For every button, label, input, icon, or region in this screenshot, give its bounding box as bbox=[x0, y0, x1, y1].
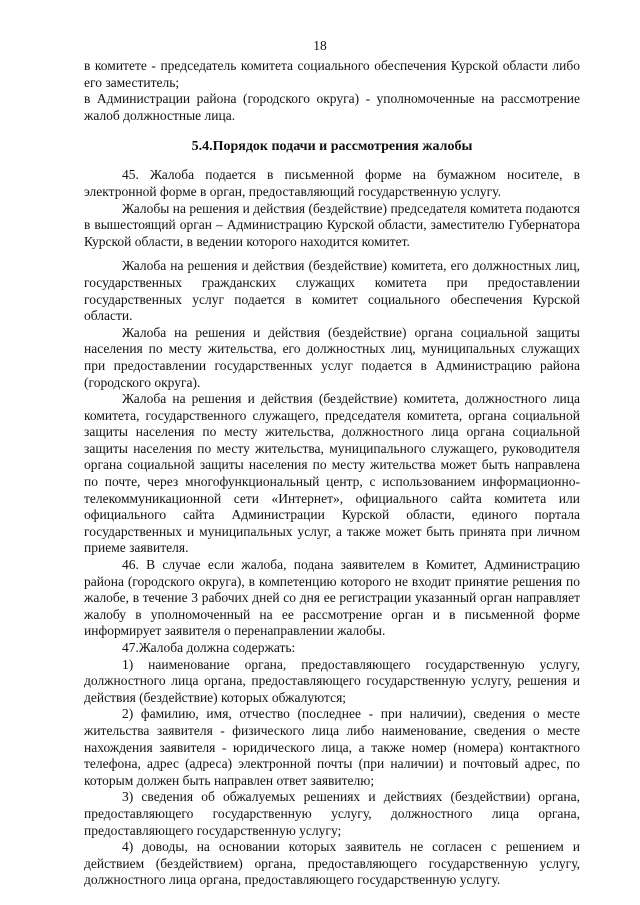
list-item: 1) наименование органа, предоставляющего государственную услугу, должностного лица органа, предоставляющего государственную услугу, решения и действия (бездействие) которых обжалуются; bbox=[84, 656, 580, 705]
paragraph: Жалобы на решения и действия (бездействие) председателя комитета подаются в вышестоящий орган – Администрацию Курской области, заместителю Губернатора Курской области, в ведении которого находится комитет. bbox=[84, 200, 580, 249]
list-item: 3) сведения об обжалуемых решениях и действиях (бездействии) органа, предоставляющего государственную услугу, должностного лица органа, предоставляющего государственную услугу; bbox=[84, 789, 580, 838]
paragraph: Жалоба на решения и действия (бездействие) комитета, его должностных лиц, государственных гражданских служащих комитета при предоставлении государственных услуг подается в комитет социального обеспечения Курской области. bbox=[84, 258, 580, 324]
paragraph-gap bbox=[84, 250, 580, 258]
list-item: 2) фамилию, имя, отчество (последнее - при наличии), сведения о месте жительства заявителя - физического лица либо наименование, сведения о месте нахождения заявителя - юридического лица, а также номер (номера) контактного телефона, адрес (адреса) электронной почты (при наличии) и почтовый адрес, по которым должен быть направлен ответ заявителю; bbox=[84, 706, 580, 788]
document-body bbox=[84, 58, 580, 889]
intro-paragraph: в Администрации района (городского округа) - уполномоченные на рассмотрение жалоб должностные лица. bbox=[84, 91, 580, 123]
list-item: 4) доводы, на основании которых заявитель не согласен с решением и действием (бездействием) органа, предоставляющего государственную услугу, должностного лица органа, предоставляющего государственную услугу. bbox=[84, 839, 580, 888]
intro-paragraph: в комитете - председатель комитета социального обеспечения Курской области либо его заместитель; bbox=[84, 58, 580, 90]
section-title: 5.4.Порядок подачи и рассмотрения жалобы bbox=[191, 139, 473, 155]
page-number: 18 bbox=[313, 38, 327, 53]
paragraph-46: 46. В случае если жалоба, подана заявителем в Комитет, Администрацию района (городского округа), в компетенцию которого не входит принятие решения по жалобе, в течение 3 рабочих дней со дня ее регистрации указанный орган направляет жалобу в уполномоченный на ее рассмотрение орган и в письменной форме информирует заявителя о перенаправлении жалобы. bbox=[84, 557, 580, 639]
paragraph: Жалоба на решения и действия (бездействие) органа социальной защиты населения по месту жительства, его должностных лиц, муниципальных служащих при предоставлении государственных услуг подается в Администрацию района (городского округа). bbox=[84, 324, 580, 390]
paragraph: Жалоба на решения и действия (бездействие) комитета, должностного лица комитета, государственного служащего, председателя комитета, органа социальной защиты населения по месту жительства, должностного лица органа социальной защиты населения по месту жительства, муниципального служащего, руководителя органа социальной защиты населения по месту жительства может быть направлена по почте, через многофункциональный центр, с использованием информационно-телекоммуникационной сети «Интернет», официального сайта комитета или официального сайта Администрации Курской области, единого портала государственных и муниципальных услуг, а также может быть принята при личном приеме заявителя. bbox=[84, 391, 580, 556]
paragraph-47: 47.Жалоба должна содержать: bbox=[122, 640, 296, 655]
paragraph-45: 45. Жалоба подается в письменной форме на бумажном носителе, в электронной форме в орган, предоставляющий государственную услугу. bbox=[84, 167, 580, 199]
